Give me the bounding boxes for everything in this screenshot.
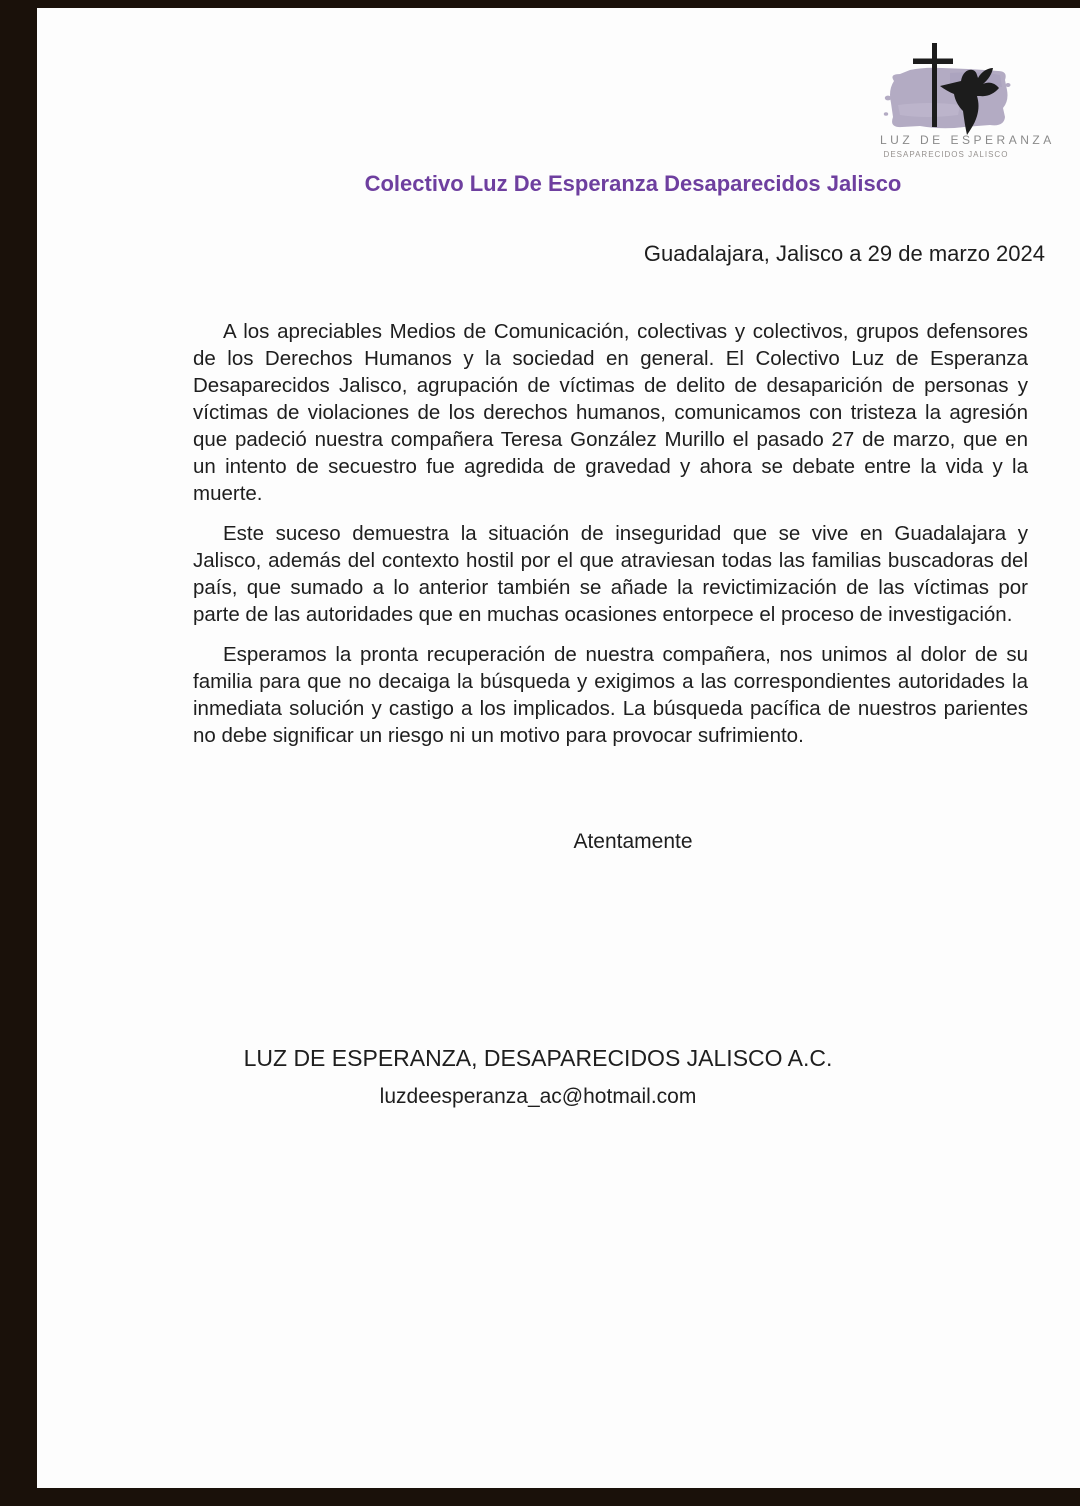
logo-name-text: LUZ DE ESPERANZA (880, 133, 1055, 147)
letter-page (37, 8, 1080, 1488)
letter-dateline: Guadalajara, Jalisco a 29 de marzo 2024 (643, 241, 1045, 266)
letter-body (193, 318, 1028, 762)
letter-title: Colectivo Luz De Esperanza Desaparecidos Jalisco (364, 171, 902, 196)
brush-stroke-patch (884, 68, 1011, 129)
letter-paragraph-2: Este suceso demuestra la situación de inseguridad que se vive en Guadalajara y Jalisco, además del contexto hostil por el que atraviesan todas las familias buscadoras del país, que sumado a lo anterior también se añade la revictimización de las víctimas por parte de las autoridades que en muchas ocasiones entorpece el proceso de investigación. (193, 522, 1028, 626)
organization-logo (880, 43, 1055, 159)
signature-organization: LUZ DE ESPERANZA, DESAPARECIDOS JALISCO A.C. (243, 1045, 833, 1071)
signature-email: luzdeesperanza_ac@hotmail.com (379, 1085, 697, 1108)
logo-artwork (880, 43, 1012, 135)
letter-paragraph-1: A los apreciables Medios de Comunicación, colectivas y colectivos, grupos defensores de los Derechos Humanos y la sociedad en general. El Colectivo Luz de Esperanza Desaparecidos Jalisco, agrupación de víctimas de delito de desaparición de personas y víctimas de violaciones de los derechos humanos, comunicamos con tristeza la agresión que padeció nuestra compañera Teresa González Murillo el pasado 27 de marzo, que en un intento de secuestro fue agredida de gravedad y ahora se debate entre la vida y la muerte. (193, 320, 1028, 505)
letter-paragraph-3: Esperamos la pronta recuperación de nuestra compañera, nos unimos al dolor de su familia para que no decaiga la búsqueda y exigimos a las correspondientes autoridades la inmediata solución y castigo a los implicados. La búsqueda pacífica de nuestros parientes no debe significar un riesgo ni un motivo para provocar sufrimiento. (193, 643, 1028, 747)
logo-subtitle-text: DESAPARECIDOS JALISCO (883, 150, 1009, 159)
letter-closing: Atentamente (573, 830, 693, 853)
